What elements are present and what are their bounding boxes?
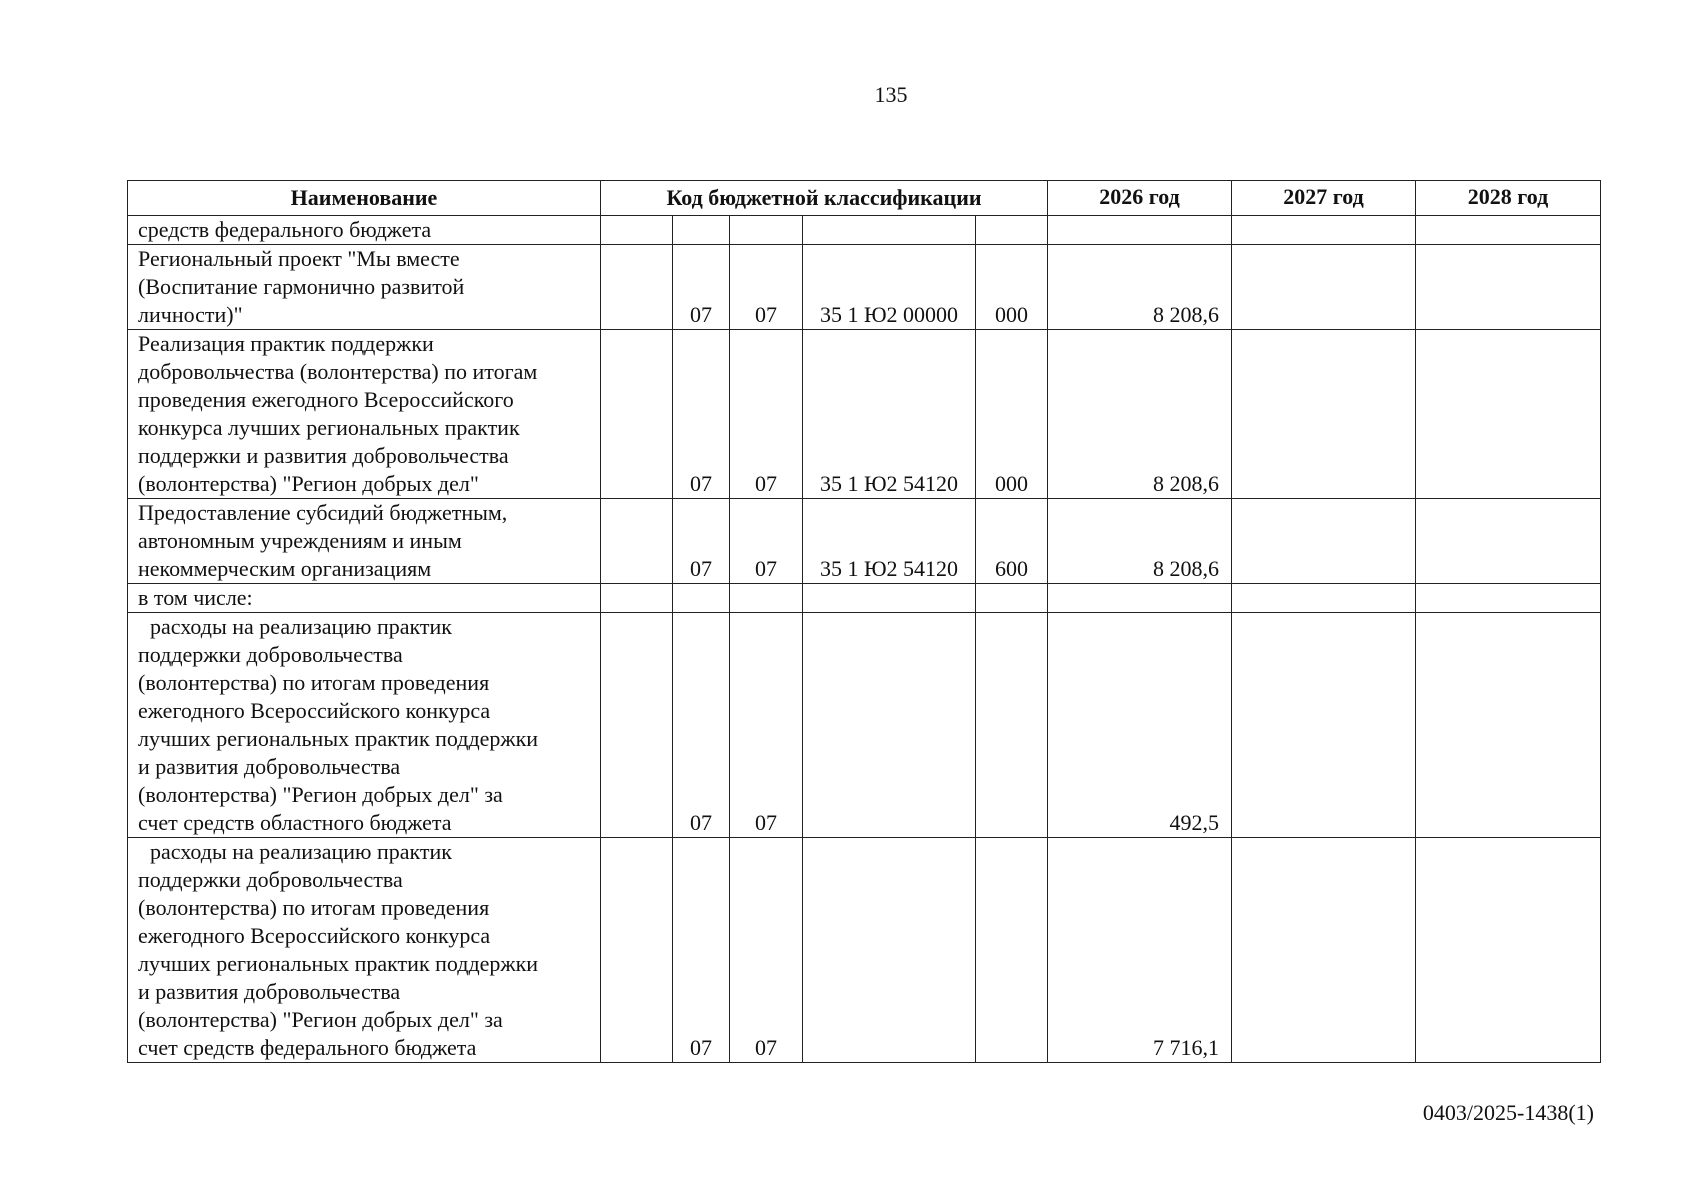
row-name (128, 838, 601, 1063)
code-cell: 07 (730, 330, 803, 499)
row-name (128, 613, 601, 838)
code-cell (976, 584, 1048, 613)
page-number: 135 (874, 82, 908, 107)
code-cell (803, 838, 976, 1063)
code-cell: 000 (976, 245, 1048, 330)
table-row (128, 499, 1601, 584)
table-row (128, 330, 1601, 499)
amount-2028 (1416, 613, 1601, 838)
amount-2028 (1416, 584, 1601, 613)
code-cell (601, 245, 673, 330)
amount-2028 (1416, 216, 1601, 245)
amount-2027 (1232, 584, 1416, 613)
code-cell (673, 216, 730, 245)
row-name-text: расходы на реализацию практик поддержки добровольчества (волонтерства) по итогам проведения ежегодного Всероссийского конкурса лучших региональных практик поддержки и развития добровольчества (волонтерства) "Регион добрых дел" за счет средств федерального бюджета (138, 839, 539, 1060)
amount-2026: 8 208,6 (1048, 499, 1232, 584)
amount-2028 (1416, 838, 1601, 1063)
header-2028: 2028 год (1416, 181, 1601, 216)
code-cell: 07 (673, 330, 730, 499)
amount-2028 (1416, 330, 1601, 499)
row-name-text: расходы на реализацию практик поддержки добровольчества (волонтерства) по итогам проведения ежегодного Всероссийского конкурса лучших региональных практик поддержки и развития добровольчества (волонтерства) "Регион добрых дел" за счет средств областного бюджета (138, 614, 539, 835)
table-header-row (128, 181, 1601, 216)
amount-2026: 492,5 (1048, 613, 1232, 838)
amount-2026: 8 208,6 (1048, 245, 1232, 330)
document-number: 0403/2025-1438(1) (1422, 1100, 1594, 1125)
code-cell (976, 216, 1048, 245)
amount-2026 (1048, 584, 1232, 613)
code-cell (730, 216, 803, 245)
amount-2027 (1232, 216, 1416, 245)
code-cell (601, 216, 673, 245)
code-cell: 35 1 Ю2 54120 (803, 499, 976, 584)
amount-2027 (1232, 330, 1416, 499)
header-2027: 2027 год (1232, 181, 1416, 216)
code-cell (601, 584, 673, 613)
table-row (128, 216, 1601, 245)
code-cell (976, 613, 1048, 838)
row-name: в том числе: (128, 584, 601, 613)
amount-2027 (1232, 499, 1416, 584)
code-cell: 000 (976, 330, 1048, 499)
code-cell (601, 499, 673, 584)
amount-2026 (1048, 216, 1232, 245)
code-cell (730, 584, 803, 613)
header-budget-code: Код бюджетной классификации (601, 181, 1048, 216)
row-name: Реализация практик поддержки добровольчества (волонтерства) по итогам проведения ежегодного Всероссийского конкурса лучших региональных практик поддержки и развития добровольчества (волонтерства) "Регион добрых дел" (128, 330, 601, 499)
code-cell (673, 584, 730, 613)
amount-2028 (1416, 499, 1601, 584)
code-cell (601, 838, 673, 1063)
row-name: средств федерального бюджета (128, 216, 601, 245)
code-cell (976, 838, 1048, 1063)
code-cell (601, 613, 673, 838)
amount-2027 (1232, 613, 1416, 838)
code-cell: 35 1 Ю2 00000 (803, 245, 976, 330)
amount-2026: 8 208,6 (1048, 330, 1232, 499)
amount-2027 (1232, 838, 1416, 1063)
code-cell: 07 (673, 245, 730, 330)
table-row (128, 613, 1601, 838)
code-cell: 07 (730, 613, 803, 838)
header-name: Наименование (128, 181, 601, 216)
code-cell (803, 613, 976, 838)
code-cell: 35 1 Ю2 54120 (803, 330, 976, 499)
budget-table (127, 180, 1601, 1063)
table-row (128, 838, 1601, 1063)
code-cell (803, 216, 976, 245)
code-cell (803, 584, 976, 613)
code-cell: 07 (673, 499, 730, 584)
row-name: Региональный проект "Мы вместе (Воспитание гармонично развитой личности)" (128, 245, 601, 330)
code-cell: 07 (730, 838, 803, 1063)
table-row (128, 245, 1601, 330)
amount-2028 (1416, 245, 1601, 330)
table-row (128, 584, 1601, 613)
code-cell: 07 (673, 613, 730, 838)
code-cell (601, 330, 673, 499)
header-2026: 2026 год (1048, 181, 1232, 216)
row-name: Предоставление субсидий бюджетным, автономным учреждениям и иным некоммерческим организациям (128, 499, 601, 584)
code-cell: 07 (730, 245, 803, 330)
code-cell: 07 (730, 499, 803, 584)
amount-2027 (1232, 245, 1416, 330)
amount-2026: 7 716,1 (1048, 838, 1232, 1063)
code-cell: 07 (673, 838, 730, 1063)
code-cell: 600 (976, 499, 1048, 584)
